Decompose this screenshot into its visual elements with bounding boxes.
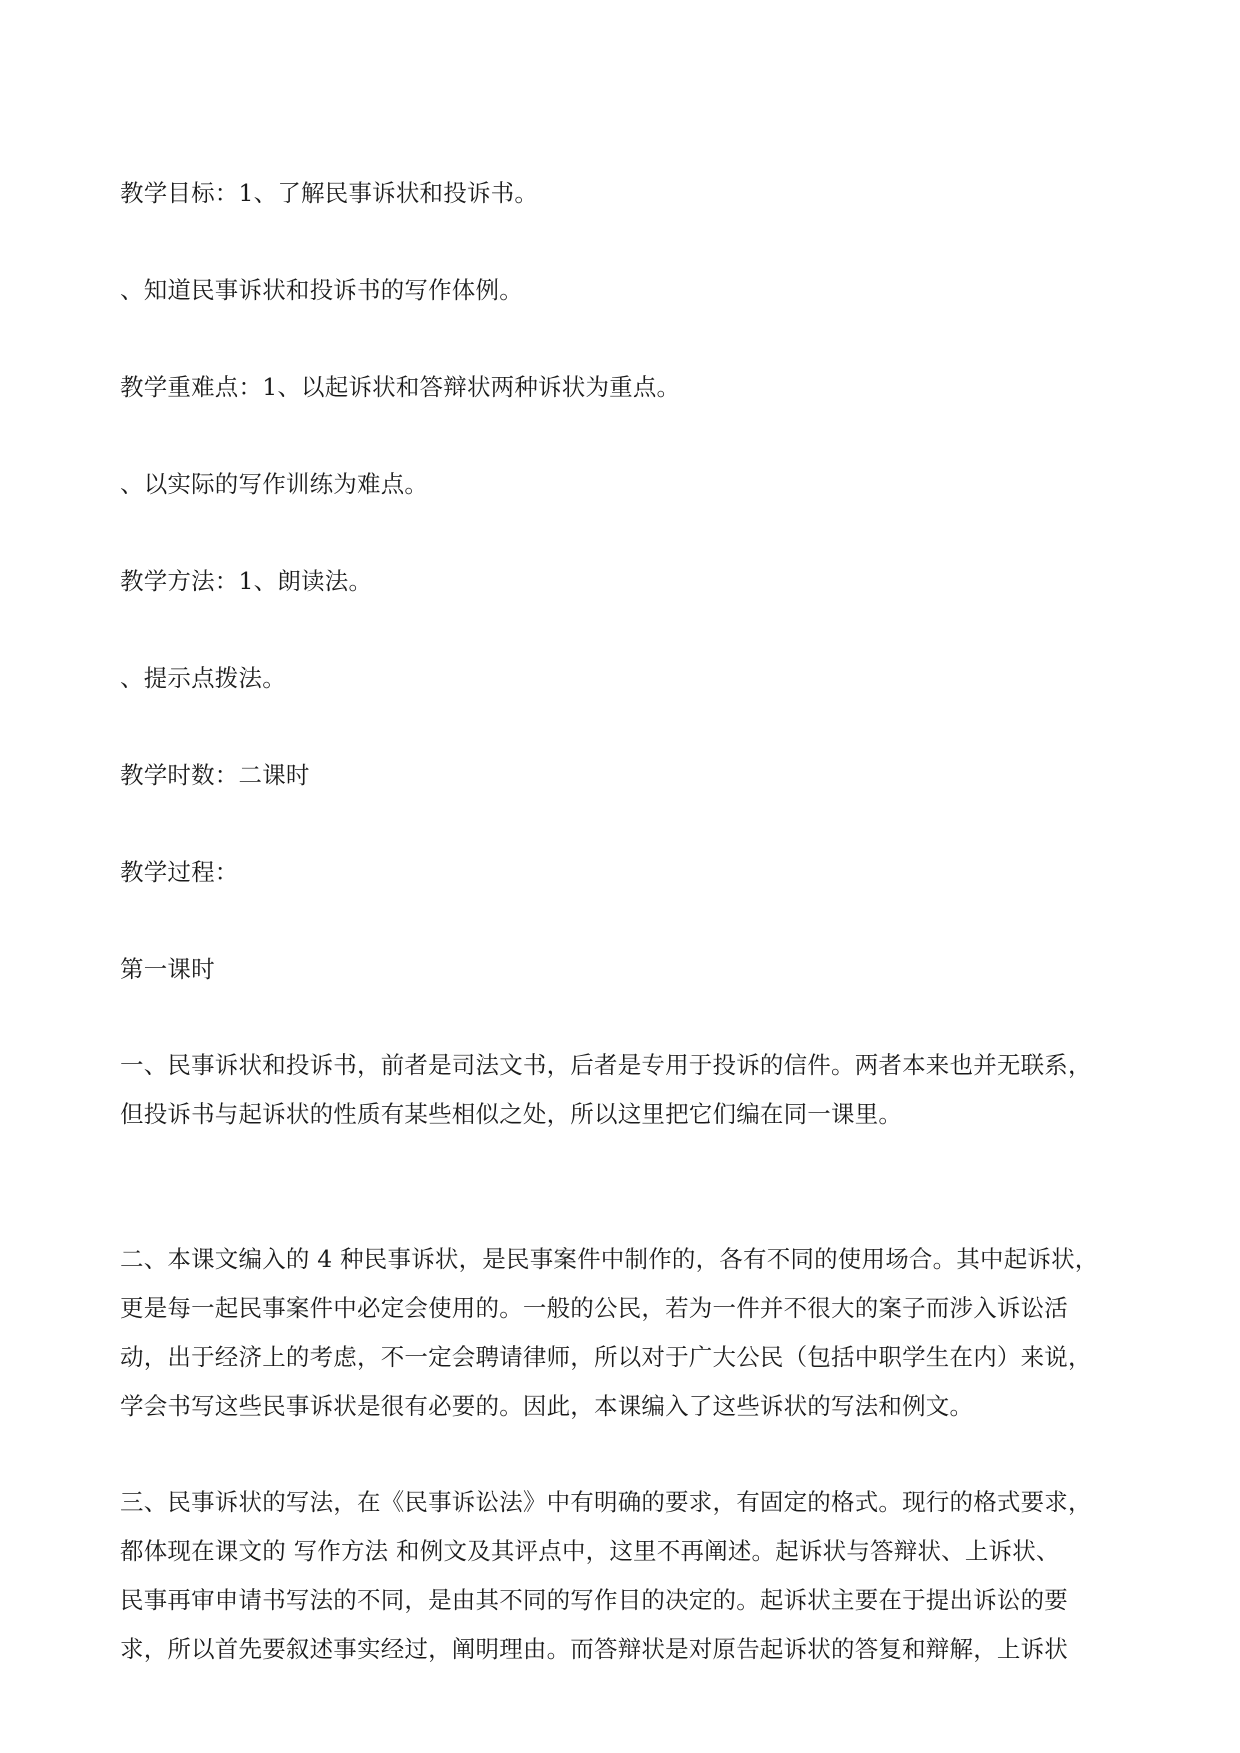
teaching-method-line: 教学方法：1、朗读法。 xyxy=(120,567,373,595)
teaching-goal-line: 教学目标：1、了解民事诉状和投诉书。 xyxy=(120,179,539,207)
teaching-goal-line-2: 、知道民事诉状和投诉书的写作体例。 xyxy=(120,276,523,304)
key-difficulty-line: 教学重难点：1、以起诉状和答辩状两种诉状为重点。 xyxy=(120,373,681,401)
teaching-process-heading: 教学过程： xyxy=(120,858,239,886)
paragraph-three xyxy=(120,1478,1130,1674)
paragraph-line: 一、民事诉状和投诉书，前者是司法文书，后者是专用于投诉的信件。两者本来也并无联系， xyxy=(120,1051,1092,1079)
paragraph-line: 民事再审申请书写法的不同，是由其不同的写作目的决定的。起诉状主要在于提出诉讼的要 xyxy=(120,1586,1068,1614)
paragraph-line: 二、本课文编入的 4 种民事诉状，是民事案件中制作的，各有不同的使用场合。其中起诉状， xyxy=(120,1245,1099,1273)
paragraph-line: 但投诉书与起诉状的性质有某些相似之处，所以这里把它们编在同一课里。 xyxy=(120,1100,903,1128)
paragraph-line: 三、民事诉状的写法，在《民事诉讼法》中有明确的要求，有固定的格式。现行的格式要求， xyxy=(120,1488,1092,1516)
paragraph-two xyxy=(120,1235,1130,1431)
paragraph-line: 动，出于经济上的考虑，不一定会聘请律师，所以对于广大公民（包括中职学生在内）来说， xyxy=(120,1343,1092,1371)
first-lesson-heading: 第一课时 xyxy=(120,955,215,983)
paragraph-one xyxy=(120,1041,1130,1139)
paragraph-line: 更是每一起民事案件中必定会使用的。一般的公民，若为一件并不很大的案子而涉入诉讼活 xyxy=(120,1294,1068,1322)
paragraph-line: 求，所以首先要叙述事实经过，阐明理由。而答辩状是对原告起诉状的答复和辩解，上诉状 xyxy=(120,1635,1068,1663)
paragraph-line: 都体现在课文的 写作方法 和例文及其评点中，这里不再阐述。起诉状与答辩状、上诉状、 xyxy=(120,1537,1060,1565)
class-hours-line: 教学时数：二课时 xyxy=(120,761,310,789)
key-difficulty-line-2: 、以实际的写作训练为难点。 xyxy=(120,470,429,498)
paragraph-line: 学会书写这些民事诉状是很有必要的。因此，本课编入了这些诉状的写法和例文。 xyxy=(120,1392,974,1420)
teaching-method-line-2: 、提示点拨法。 xyxy=(120,664,286,692)
